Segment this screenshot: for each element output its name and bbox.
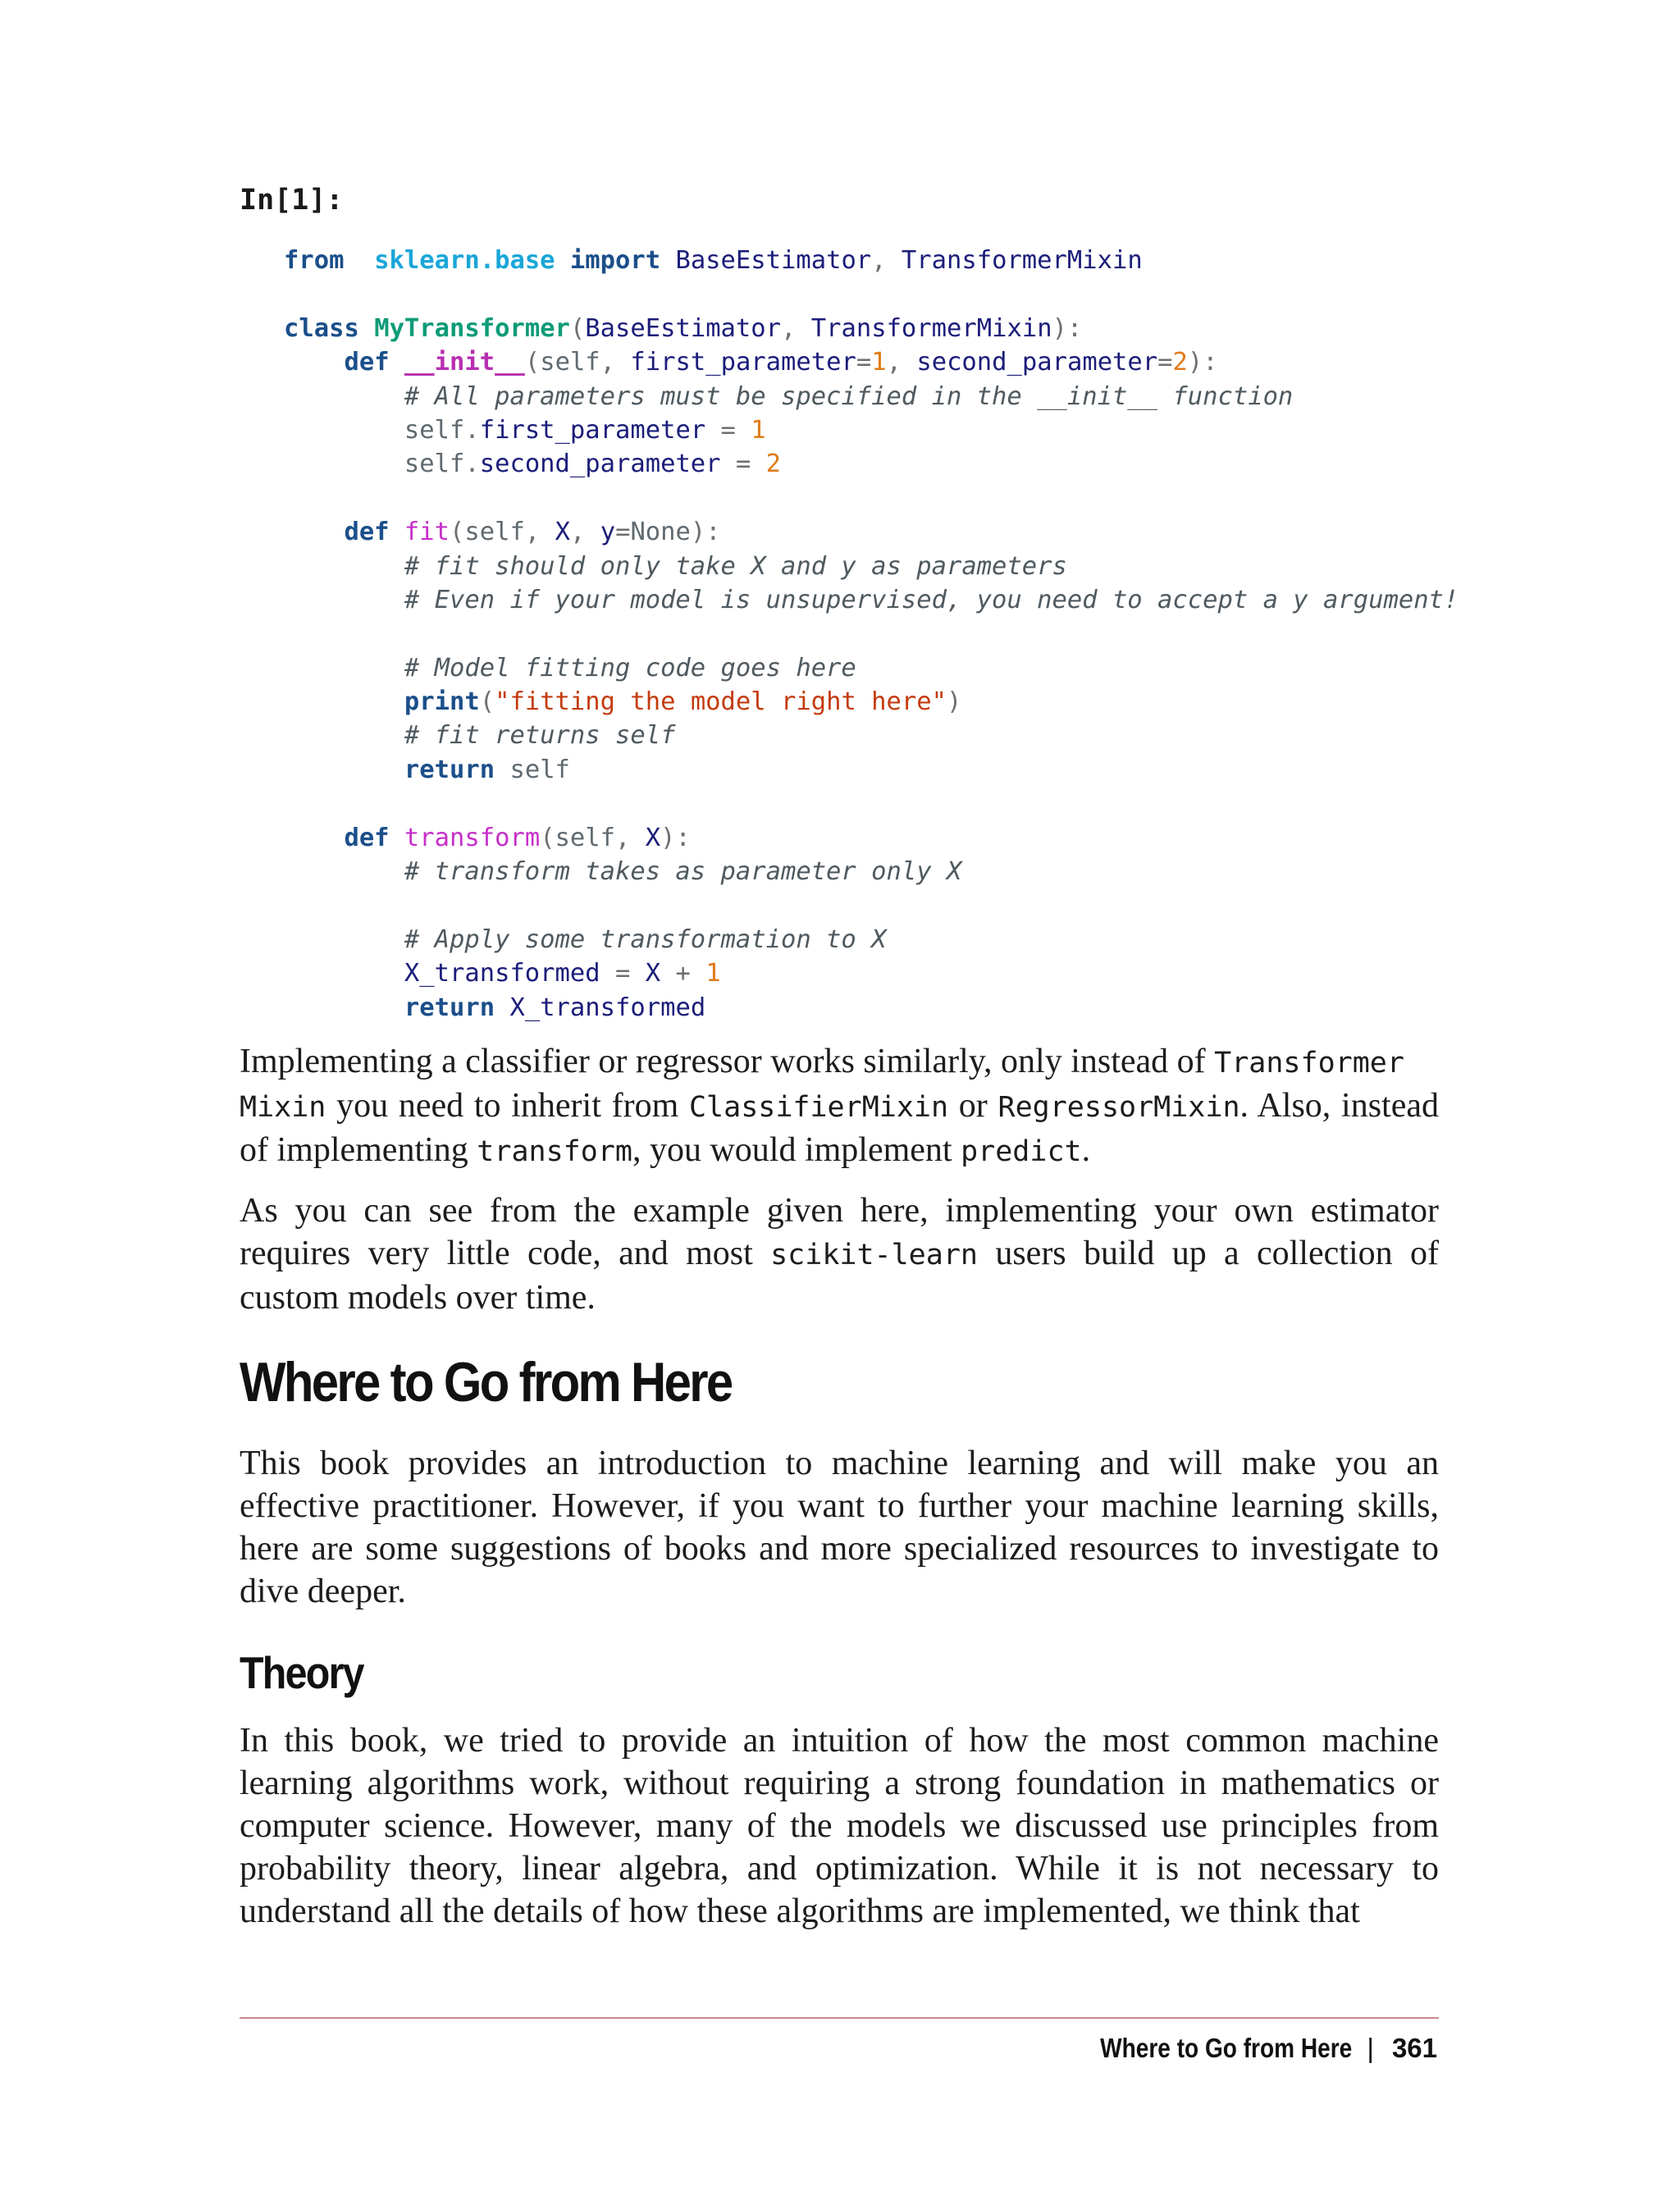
- code-token: ):: [1187, 348, 1218, 377]
- code-token: [284, 756, 404, 784]
- code-token: [390, 348, 404, 377]
- code-token: ,: [524, 518, 555, 547]
- code-line: [284, 855, 1432, 888]
- code-token: [344, 246, 374, 275]
- code-token: [284, 450, 404, 478]
- code-token: [284, 687, 404, 716]
- code-token: [284, 654, 404, 682]
- code-token: BaseEstimator: [660, 246, 872, 275]
- inline-code: scikit-learn: [770, 1239, 978, 1271]
- inline-code: Mixin: [240, 1091, 326, 1124]
- code-token: from: [284, 246, 345, 275]
- code-line: [284, 312, 1432, 345]
- code-token: X: [645, 823, 661, 852]
- code-token: first_parameter: [479, 415, 706, 445]
- code-token: [495, 993, 509, 1022]
- code-token: self: [404, 450, 465, 479]
- text-span: , you would implement: [632, 1131, 961, 1169]
- code-token: [284, 416, 404, 445]
- code-token: (: [524, 348, 541, 377]
- inline-code: transform: [477, 1135, 632, 1168]
- paragraph-theory: In this book, we tried to provide an intuition of how the most common machine learning algorithms work, without requiring a strong foundation in mathematics or computer science. However, many of the models we discussed use principles from probability theory, linear algebra, and optimization. While it is not necessary to understand all the details of how these algorithms are implemented, we think that: [240, 1722, 1439, 1930]
- code-token: fit: [404, 518, 450, 547]
- code-token: second_parameter: [916, 348, 1158, 377]
- code-token: [359, 314, 374, 343]
- code-token: __init__: [404, 348, 525, 377]
- code-token: =: [705, 415, 751, 445]
- code-line: [284, 515, 1432, 549]
- text-span: .: [1081, 1131, 1091, 1169]
- inline-code: predict: [961, 1135, 1082, 1168]
- subsection-heading: Theory: [240, 1647, 363, 1698]
- code-token: y: [600, 518, 616, 547]
- code-token: [284, 382, 404, 411]
- section-heading: Where to Go from Here: [240, 1351, 732, 1413]
- running-footer-title: Where to Go from Here: [1100, 2033, 1353, 2063]
- paragraph-own-estimator: [240, 1189, 1439, 1319]
- code-token: ,: [569, 518, 600, 547]
- code-token: self: [555, 823, 616, 852]
- code-line: [284, 345, 1432, 379]
- inline-code: RegressorMixin: [998, 1091, 1240, 1124]
- code-line: [284, 447, 1432, 481]
- code-line: [284, 719, 1432, 752]
- code-token: [284, 993, 404, 1022]
- code-token: BaseEstimator: [585, 313, 782, 343]
- code-token: print: [404, 687, 480, 717]
- code-token: self: [404, 415, 465, 445]
- code-token: .: [464, 450, 480, 479]
- code-token: 1: [751, 415, 766, 445]
- code-token: [390, 518, 404, 546]
- code-token: ): [947, 687, 962, 717]
- code-token: TransformerMixin: [810, 313, 1052, 343]
- code-block: [284, 244, 1459, 1025]
- code-token: X: [555, 518, 570, 547]
- text-span: you need to inherit from: [326, 1087, 689, 1125]
- page-number: 361: [1391, 2033, 1437, 2063]
- code-token: [495, 756, 509, 784]
- code-token: second_parameter: [479, 450, 721, 479]
- code-line: [284, 550, 1432, 583]
- code-line: [284, 482, 1432, 515]
- text-span: Implementing a classifier or regressor works similarly, only instead of: [240, 1043, 1215, 1080]
- code-line: [284, 753, 1432, 787]
- code-line: [284, 277, 1432, 311]
- code-token: import: [555, 246, 661, 275]
- code-line: [284, 956, 1432, 990]
- code-line: [284, 651, 1432, 685]
- footer-separator: |: [1367, 2033, 1374, 2063]
- code-token: "fitting the model right here": [495, 687, 947, 717]
- code-token: [284, 925, 404, 954]
- code-token: =: [856, 348, 872, 377]
- code-token: first_parameter: [630, 348, 856, 377]
- inline-code: ClassifierMixin: [688, 1091, 949, 1124]
- code-token: ):: [690, 518, 721, 547]
- code-token: # Apply some transformation to X: [404, 924, 887, 954]
- code-line: [284, 991, 1432, 1025]
- code-token: self: [509, 755, 570, 784]
- code-token: (: [479, 687, 495, 717]
- paragraph-book-intro: This book provides an introduction to machine learning and will make you an effective practitioner. However, if you want to further your machine learning skills, here are some suggestions of books and more specialized resources to investigate to dive deeper.: [240, 1445, 1439, 1610]
- code-line: [284, 685, 1432, 719]
- code-token: class: [284, 313, 359, 343]
- code-token: =: [1157, 348, 1173, 377]
- code-token: [284, 824, 344, 852]
- footer-rule: [240, 2017, 1439, 2019]
- code-token: self: [464, 518, 525, 547]
- code-line: [284, 617, 1432, 651]
- code-token: 2: [1172, 348, 1188, 377]
- code-token: ):: [1052, 313, 1083, 343]
- code-line: [284, 888, 1432, 922]
- code-token: sklearn.base: [374, 246, 555, 275]
- inline-code: Transformer: [1214, 1047, 1404, 1080]
- code-token: # fit should only take X and y as parameters: [404, 551, 1067, 581]
- code-token: # fit returns self: [404, 721, 676, 751]
- code-token: # Model fitting code goes here: [404, 653, 856, 682]
- code-token: None: [630, 518, 691, 547]
- code-token: 1: [871, 348, 887, 377]
- text-span: or: [948, 1087, 998, 1125]
- code-token: # Even if your model is unsupervised, you need to accept a y argument!: [404, 585, 1459, 614]
- code-line: [284, 787, 1432, 820]
- code-token: X: [645, 959, 661, 988]
- code-token: ,: [886, 348, 917, 377]
- code-token: X_transformed: [404, 959, 600, 988]
- code-token: 1: [705, 959, 721, 988]
- code-token: TransformerMixin: [901, 246, 1143, 275]
- code-token: (: [450, 518, 465, 547]
- code-token: def: [344, 518, 390, 547]
- code-token: [390, 824, 404, 852]
- code-token: =: [615, 518, 631, 547]
- code-token: MyTransformer: [374, 313, 570, 343]
- code-token: transform: [404, 823, 541, 852]
- code-token: [284, 959, 404, 988]
- text-span: . Also, instead of implementing: [240, 1087, 1439, 1169]
- code-token: # All parameters must be specified in the __init__ function: [404, 381, 1294, 411]
- code-cell-prompt: In[1]:: [240, 184, 344, 217]
- code-token: +: [660, 959, 706, 988]
- code-token: ):: [660, 823, 691, 852]
- code-line: [284, 923, 1432, 956]
- code-token: self: [540, 348, 600, 377]
- code-token: [284, 721, 404, 750]
- code-token: ,: [871, 246, 902, 275]
- code-line: [284, 413, 1432, 447]
- paragraph-mixin-note: [240, 1040, 1439, 1173]
- code-token: [284, 586, 404, 614]
- text-span: As you can see from the example given here, implementing your own estimator requires very little code, and most: [240, 1192, 1439, 1272]
- code-token: def: [299, 348, 390, 377]
- code-token: ,: [600, 348, 631, 377]
- page-footer: [1056, 2030, 1437, 2066]
- code-token: [284, 348, 299, 377]
- code-token: X_transformed: [509, 993, 706, 1022]
- code-line: [284, 583, 1459, 617]
- code-token: def: [344, 823, 390, 852]
- code-token: .: [464, 415, 480, 445]
- code-token: (: [569, 313, 586, 343]
- code-line: [284, 244, 1432, 277]
- code-token: return: [404, 993, 495, 1022]
- code-token: ,: [615, 823, 646, 852]
- code-token: ,: [781, 313, 811, 343]
- code-line: [284, 821, 1432, 855]
- code-token: return: [404, 755, 495, 784]
- text-span: users build up a collection of custom models over time.: [240, 1235, 1439, 1317]
- code-token: [284, 857, 404, 886]
- code-token: =: [600, 959, 646, 988]
- code-token: 2: [765, 450, 782, 479]
- code-token: (: [540, 823, 555, 852]
- code-line: [284, 380, 1432, 413]
- code-token: [284, 518, 344, 546]
- code-token: # transform takes as parameter only X: [404, 857, 962, 887]
- code-token: [284, 552, 404, 581]
- code-token: =: [720, 450, 766, 479]
